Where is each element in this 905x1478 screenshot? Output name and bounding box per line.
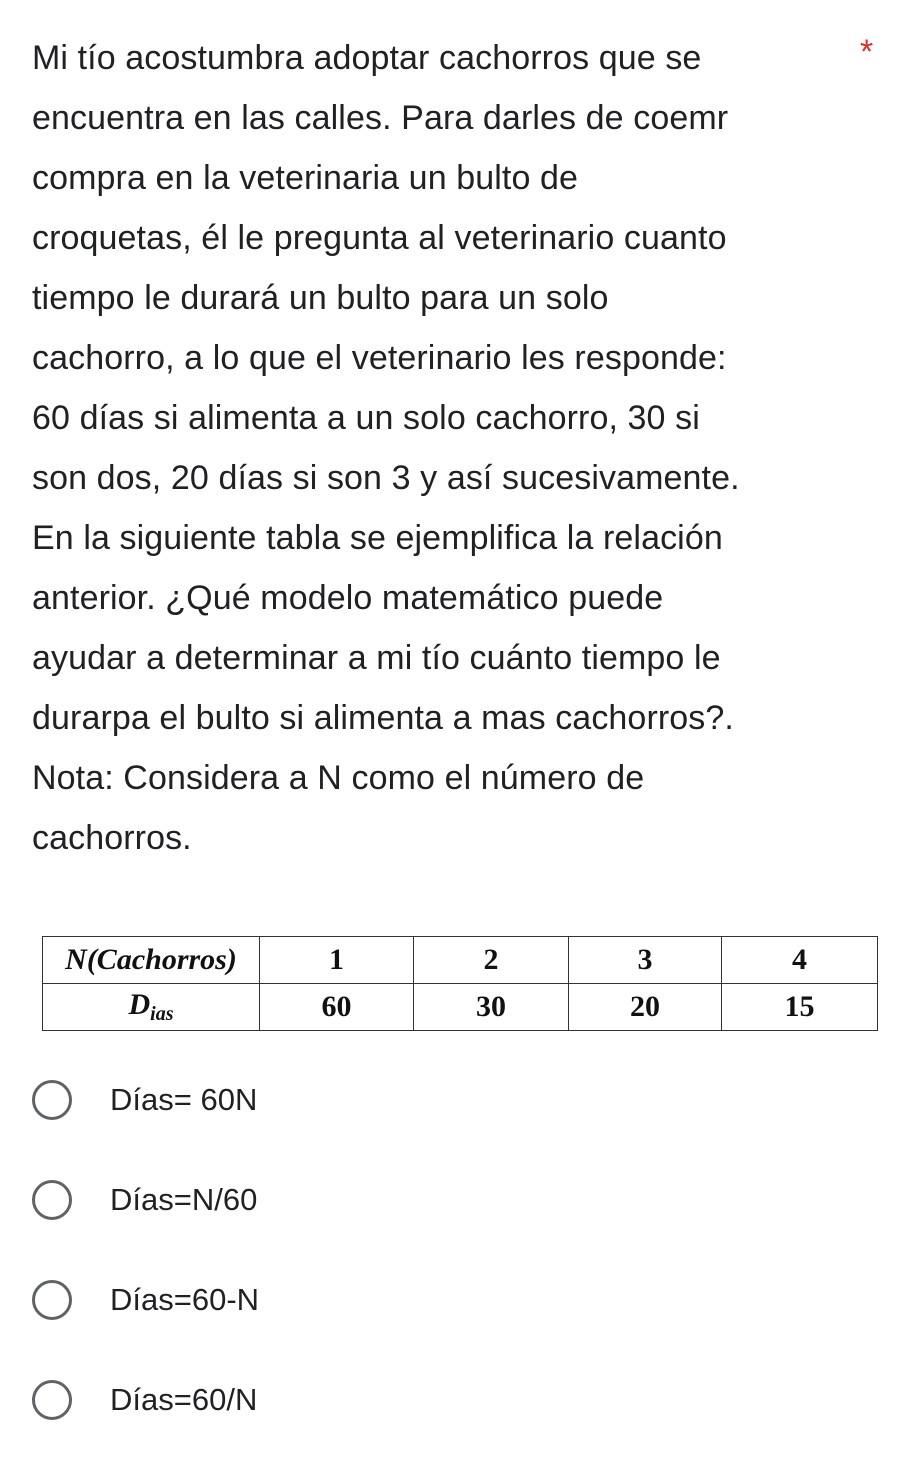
option-dias-60n[interactable]: [32, 1070, 259, 1130]
option-label[interactable]: Días=60/N: [110, 1382, 258, 1417]
radio-button[interactable]: [32, 1180, 72, 1220]
question-line: croquetas, él le pregunta al veterinario cuanto: [32, 219, 727, 257]
table-row: [43, 937, 878, 984]
table-cell: 4: [722, 937, 878, 984]
question-line: ayudar a determinar a mi tío cuánto tiempo le: [32, 639, 721, 677]
table-row: [43, 984, 878, 1031]
table-cell: 15: [722, 984, 878, 1031]
option-dias-60-over-n[interactable]: [32, 1370, 259, 1430]
required-indicator: *: [860, 33, 874, 71]
dias-subscript: ias: [150, 1003, 174, 1025]
question-line: En la siguiente tabla se ejemplifica la relación: [32, 519, 723, 557]
option-label[interactable]: Días=N/60: [110, 1182, 258, 1217]
question-line: anterior. ¿Qué modelo matemático puede: [32, 579, 664, 617]
question-line: tiempo le durará un bulto para un solo: [32, 279, 609, 317]
table-header-cachorros: N(Cachorros): [43, 937, 260, 984]
question-line: Nota: Considera a N como el número de: [32, 759, 645, 797]
option-label[interactable]: Días= 60N: [110, 1082, 258, 1117]
table-cell: 30: [414, 984, 569, 1031]
question-line: Mi tío acostumbra adoptar cachorros que se: [32, 39, 702, 77]
answer-options: [32, 1070, 259, 1470]
table-header-dias: [43, 984, 260, 1031]
data-table: [42, 936, 878, 1031]
data-table-image: [42, 936, 878, 1031]
question-line: encuentra en las calles. Para darles de coemr: [32, 99, 729, 137]
radio-button[interactable]: [32, 1280, 72, 1320]
option-dias-n-over-60[interactable]: [32, 1170, 259, 1230]
dias-symbol: D: [128, 988, 151, 1021]
radio-button[interactable]: [32, 1080, 72, 1120]
option-label[interactable]: Días=60-N: [110, 1282, 260, 1317]
question-line: son dos, 20 días si son 3 y así sucesivamente.: [32, 459, 740, 497]
table-cell: 2: [414, 937, 569, 984]
option-dias-60-minus-n[interactable]: [32, 1270, 259, 1330]
question-text: [32, 28, 832, 868]
question-line: 60 días si alimenta a un solo cachorro, 30 si: [32, 399, 700, 437]
table-cell: 3: [569, 937, 722, 984]
table-cell: 20: [569, 984, 722, 1031]
question-line: compra en la veterinaria un bulto de: [32, 159, 579, 197]
table-cell: 1: [260, 937, 414, 984]
question-line: cachorro, a lo que el veterinario les responde:: [32, 339, 727, 377]
radio-button[interactable]: [32, 1380, 72, 1420]
question-line: durarpa el bulto si alimenta a mas cachorros?.: [32, 699, 734, 737]
question-line: cachorros.: [32, 819, 192, 857]
table-cell: 60: [260, 984, 414, 1031]
